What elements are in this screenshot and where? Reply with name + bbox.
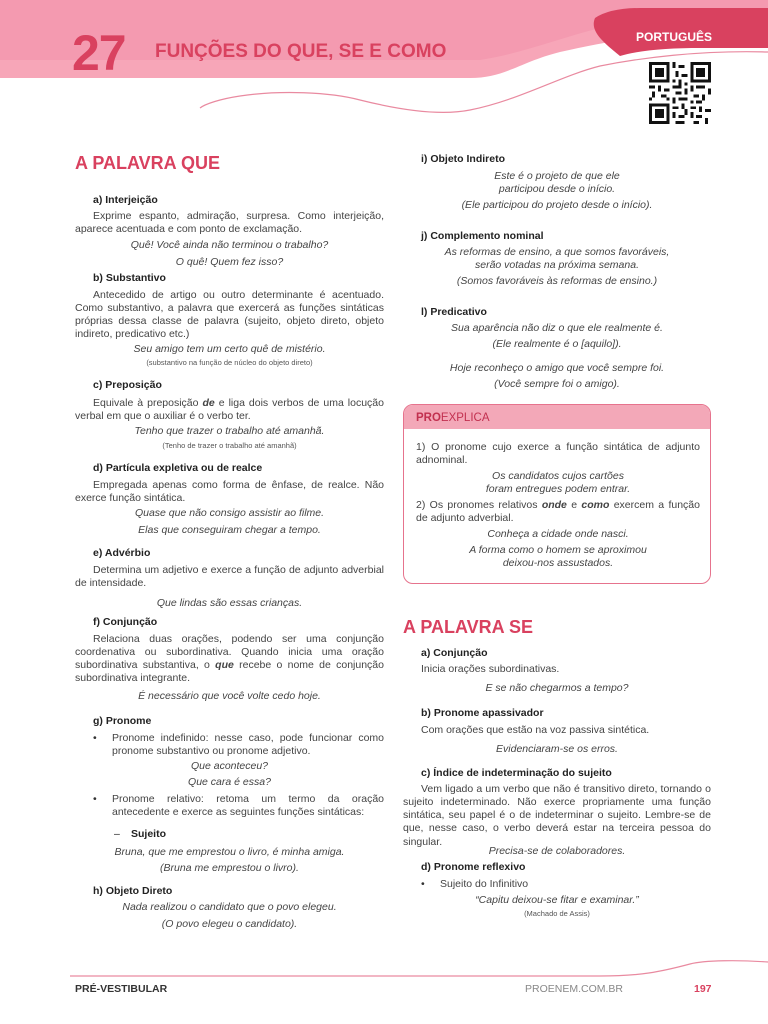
se-item-b-example-1: Evidenciaram-se os erros. — [496, 743, 618, 755]
item-l-example-1: Sua aparência não diz o que ele realmente é. — [451, 322, 663, 334]
item-c-note: (Tenho de trazer o trabalho até amanhã) — [162, 441, 297, 450]
item-c-example-1: Tenho que trazer o trabalho até amanhã. — [134, 425, 325, 437]
item-l-title: l) Predicativo — [421, 306, 487, 318]
item-c-title: c) Preposição — [93, 379, 162, 391]
item-f-example-1: É necessário que você volte cedo hoje. — [138, 690, 321, 702]
item-d-example-1: Quase que não consigo assistir ao filme. — [134, 507, 325, 519]
se-item-c-example-1: Precisa-se de colaboradores. — [488, 845, 626, 857]
item-d-example-2: Elas que conseguiram chegar a tempo. — [138, 524, 321, 536]
item-i-example-2: participou desde o início. — [498, 183, 616, 195]
se-item-d-title: d) Pronome reflexivo — [421, 861, 526, 873]
proexplica-item-1-example-1: Os candidatos cujos cartões — [492, 470, 624, 482]
proexplica-item-1-example-2: foram entregues podem entrar. — [485, 483, 631, 495]
item-l-example-4: (Você sempre foi o amigo). — [494, 378, 620, 390]
se-item-d-note: (Machado de Assis) — [524, 909, 590, 918]
item-g-example-2: Que cara é essa? — [188, 776, 271, 788]
section-title-se: A PALAVRA SE — [403, 617, 534, 637]
item-b-title: b) Substantivo — [93, 272, 166, 284]
bullet-dot: • — [93, 732, 97, 744]
item-e-title: e) Advérbio — [93, 547, 151, 559]
se-item-d-bullet-1: • Sujeito do Infinitivo — [421, 878, 529, 890]
item-e-text: Determina um adjetivo e exerce a função de adjunto adverbial de intensidade. — [75, 564, 384, 590]
proexplica-item-2-example-1: Conheça a cidade onde nasci. — [487, 528, 629, 540]
item-c-text: Equivale à preposição de e liga dois verbos de uma locução verbal em que o auxiliar é o verbo ter. — [75, 397, 384, 423]
item-f-text: Relaciona duas orações, podendo ser uma conjunção coordenativa ou subordinativa. Quando inicia uma oração subordinativa substantiva, o que recebe o nome de conjunção subordinativa integrante. — [75, 633, 384, 685]
item-g-sub-example-2: (Bruna me emprestou o livro). — [160, 862, 299, 874]
bullet-dot: • — [93, 793, 97, 805]
item-i-example-3: (Ele participou do projeto desde o início). — [461, 199, 653, 211]
page-number: 197 — [694, 983, 712, 995]
item-a-example-1: Quê! Você ainda não terminou o trabalho? — [130, 239, 329, 251]
se-item-a-title: a) Conjunção — [421, 647, 488, 659]
proexplica-header — [404, 405, 710, 429]
item-h-example-2: (O povo elegeu o candidato). — [161, 918, 298, 930]
bullet-dot: • — [421, 878, 425, 890]
se-item-a-text: Inicia orações subordinativas. — [421, 663, 560, 675]
item-l-example-2: (Ele realmente é o [aquilo]). — [492, 338, 622, 350]
chapter-number: 27 — [72, 25, 126, 81]
item-b-example-1: Seu amigo tem um certo quê de mistério. — [133, 343, 326, 355]
se-item-c-title: c) Índice de indeterminação do sujeito — [421, 767, 612, 779]
item-a-text: Exprime espanto, admiração, surpresa. Como interjeição, aparece acentuada e com ponto de exclamação. — [75, 210, 384, 236]
item-g-sub-example-1: Bruna, que me emprestou o livro, é minha amiga. — [114, 846, 345, 858]
proexplica-item-2: 2) Os pronomes relativos onde e como exercem a função de adjunto adverbial. — [416, 499, 700, 525]
proexplica-label: PROEXPLICA — [416, 412, 490, 424]
item-j-title: j) Complemento nominal — [421, 230, 544, 242]
item-b-note: (substantivo na função de núcleo do objeto direto) — [146, 358, 313, 367]
se-item-d-example-1: “Capitu deixou-se fitar e examinar.” — [475, 894, 639, 906]
se-item-b-text: Com orações que estão na voz passiva sintética. — [421, 724, 650, 736]
item-g-bullet-2: • Pronome relativo: retoma um termo da oração antecedente e exerce as seguintes funções sintáticas: — [93, 793, 384, 819]
item-f-title: f) Conjunção — [93, 616, 158, 628]
proexplica-item-2-example-2: A forma como o homem se aproximou — [469, 544, 647, 556]
item-j-example-1: As reformas de ensino, a que somos favoráveis, — [444, 246, 670, 258]
qr-code-icon[interactable] — [649, 62, 711, 124]
section-title-que: A PALAVRA QUE — [75, 153, 221, 173]
item-g-bullet-1: • Pronome indefinido: nesse caso, pode funcionar como pronome substantivo ou pronome adjetivo. — [93, 732, 384, 758]
subject-label: PORTUGUÊS — [635, 30, 712, 44]
item-j-example-3: (Somos favoráveis às reformas de ensino.) — [456, 275, 658, 287]
item-g-example-1: Que aconteceu? — [190, 760, 269, 772]
chapter-title: FUNÇÕES DO QUE, SE E COMO — [155, 41, 447, 62]
item-a-example-2: O quê! Quem fez isso? — [175, 256, 284, 268]
item-i-example-1: Este é o projeto de que ele — [494, 170, 620, 182]
item-h-example-1: Nada realizou o candidato que o povo elegeu. — [122, 901, 337, 913]
item-a-title: a) Interjeição — [93, 194, 158, 206]
item-d-text: Empregada apenas como forma de ênfase, de realce. Não exerce função sintática. — [75, 479, 384, 505]
footer-course-label: PRÉ-VESTIBULAR — [75, 983, 168, 995]
se-item-b-title: b) Pronome apassivador — [421, 707, 544, 719]
item-l-example-3: Hoje reconheço o amigo que você sempre foi. — [449, 362, 665, 374]
proexplica-box — [403, 404, 711, 584]
se-item-c-text: Vem ligado a um verbo que não é transitivo direto, tornando o sujeito indeterminado. Não exerce propriamente uma função sintática, seu papel é o de indeterminar o sujeito. Lembre-se de que, nesse caso, o verbo deverá estar na terceira pessoa do singular. — [403, 783, 711, 848]
se-item-a-example-1: E se não chegarmos a tempo? — [485, 682, 629, 694]
item-g-sub-title: – Sujeito — [114, 828, 167, 840]
proexplica-item-2-example-3: deixou-nos assustados. — [502, 557, 614, 569]
item-h-title: h) Objeto Direto — [93, 885, 173, 897]
item-i-title: i) Objeto Indireto — [421, 153, 505, 165]
item-g-title: g) Pronome — [93, 715, 152, 727]
item-j-example-2: serão votadas na próxima semana. — [474, 259, 639, 271]
footer-site-link[interactable]: PROENEM.COM.BR — [525, 983, 624, 995]
item-d-title: d) Partícula expletiva ou de realce — [93, 462, 263, 474]
item-b-text: Antecedido de artigo ou outro determinante é acentuado. Como substantivo, a palavra que exercerá as funções sintáticas próprias dessa classe de palavra (sujeito, objeto direto, objeto indireto, predicativo etc.) — [75, 289, 384, 341]
proexplica-item-1: 1) O pronome cujo exerce a função sintática de adjunto adnominal. — [416, 441, 700, 467]
item-e-example-1: Que lindas são essas crianças. — [156, 597, 303, 609]
